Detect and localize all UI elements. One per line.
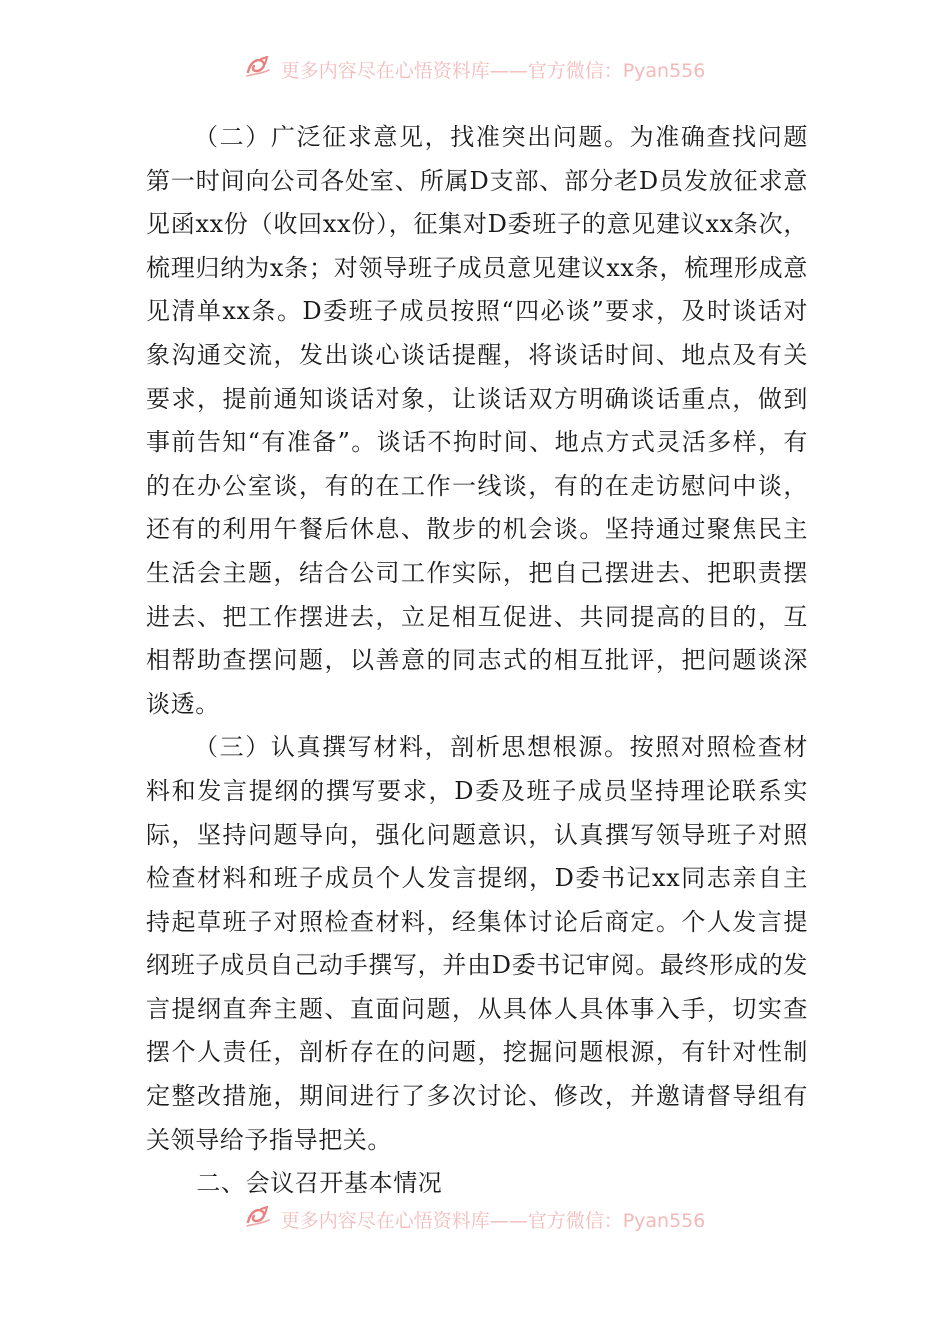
paragraph-solicit-opinions: （二）广泛征求意见，找准突出问题。为准确查找问题第一时间向公司各处室、所属D支部、部分老D员发放征求意见函xx份（收回xx份），征集对D委班子的意见建议xx条次，梳理归纳为x条；对领导班子成员意见建议xx条，梳理形成意见清单xx条。D委班子成员按照“四必谈”要求，及时谈话对象沟通交流，发出谈心谈话提醒，将谈话时间、地点及有关要求，提前通知谈话对象，让谈话双方明确谈话重点，做到事前告知“有准备”。谈话不拘时间、地点方式灵活多样，有的在办公室谈，有的在工作一线谈，有的在走访慰问中谈，还有的利用午餐后休息、散步的机会谈。坚持通过聚焦民主生活会主题，结合公司工作实际，把自己摆进去、把职责摆进去、把工作摆进去，立足相互促进、共同提高的目的，互相帮助查摆问题，以善意的同志式的相互批评，把问题谈深谈透。	[146, 123, 808, 718]
paragraph-write-materials: （三）认真撰写材料，剖析思想根源。按照对照检查材料和发言提纲的撰写要求，D委及班子成员坚持理论联系实际，坚持问题导向，强化问题意识，认真撰写领导班子对照检查材料和班子成员个人发言提纲，D委书记xx同志亲自主持起草班子对照检查材料，经集体讨论后商定。个人发言提纲班子成员自己动手撰写，并由D委书记审阅。最终形成的发言提纲直奔主题、直面问题，从具体人具体事入手，切实查摆个人责任，剖析存在的问题，挖掘问题根源，有针对性制定整改措施，期间进行了多次讨论、修改，并邀请督导组有关领导给予指导把关。	[146, 733, 808, 1154]
footer-watermark	[0, 1206, 950, 1236]
section-heading: 二、会议召开基本情况	[196, 1169, 443, 1198]
watermark-logo-icon	[245, 56, 271, 87]
document-body	[146, 116, 808, 1206]
header-watermark	[0, 56, 950, 86]
watermark-text: 更多内容尽在心悟资料库——官方微信：Pyan556	[280, 60, 706, 82]
watermark-logo-icon	[245, 1206, 271, 1237]
watermark-text: 更多内容尽在心悟资料库——官方微信：Pyan556	[280, 1210, 706, 1232]
